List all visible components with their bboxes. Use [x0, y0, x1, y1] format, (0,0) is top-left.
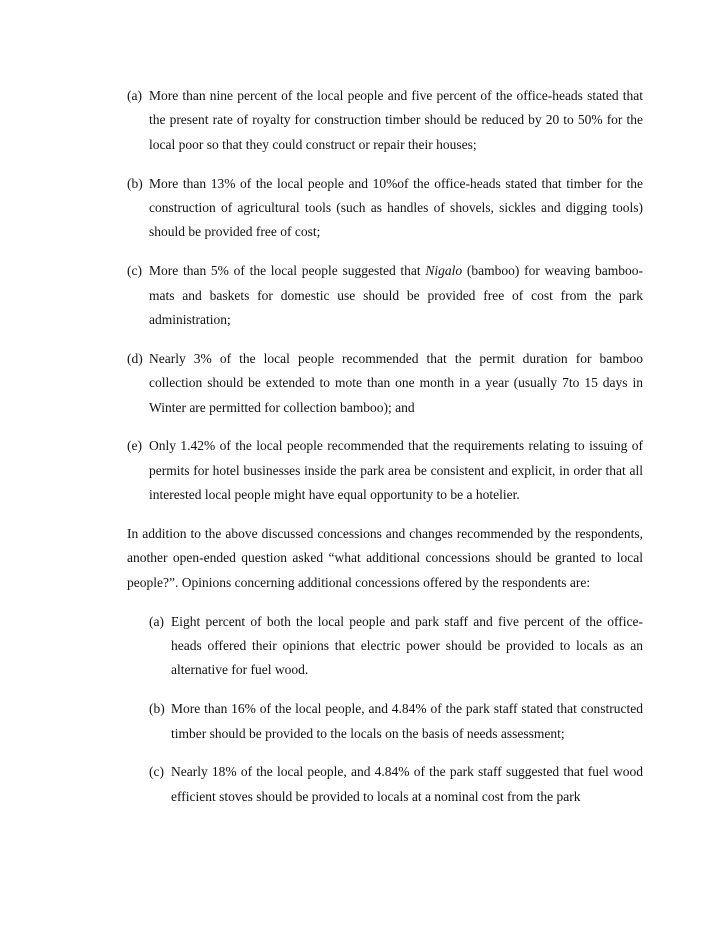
- additional-concessions-list: [127, 610, 643, 810]
- list-item-text: More than 16% of the local people, and 4.84% of the park staff stated that constructed timber should be provided to the locals on the basis of needs assessment;: [171, 701, 643, 741]
- sublist-item-b: [149, 697, 643, 746]
- list-item-text: Nearly 3% of the local people recommended that the permit duration for bamboo collection should be extended to mote than one month in a year (usually 7to 15 days in Winter are permitted for collection bamboo); and: [149, 350, 643, 415]
- sublist-item-a: [149, 610, 643, 683]
- list-item-c: [127, 259, 643, 332]
- list-item-text: More than 13% of the local people and 10%of the office-heads stated that timber for the construction of agricultural tools (such as handles of shovels, sickles and digging tools) should be provided free of cost;: [149, 175, 643, 240]
- list-marker: (e): [127, 438, 142, 454]
- list-item-text: Only 1.42% of the local people recommended that the requirements relating to issuing of permits for hotel businesses inside the park area be consistent and explicit, in order that all interested local people might have equal opportunity to be a hotelier.: [149, 438, 643, 503]
- list-marker: (c): [149, 764, 164, 780]
- list-item-text-after: (bamboo) for weaving bamboo-mats and baskets for domestic use should be provided free of cost from the park administration;: [149, 263, 643, 328]
- list-item-text: More than nine percent of the local people and five percent of the office-heads stated that the present rate of royalty for construction timber should be reduced by 20 to 50% for the local poor so that they could construct or repair their houses;: [149, 88, 643, 152]
- list-item-italic-term: Nigalo: [425, 263, 463, 279]
- document-page: [127, 84, 643, 824]
- list-item-text: Nearly 18% of the local people, and 4.84% of the park staff suggested that fuel wood efficient stoves should be provided to locals at a nominal cost from the park: [171, 764, 643, 804]
- list-marker: (b): [149, 701, 165, 717]
- list-item-a: [127, 84, 643, 157]
- list-item-b: [127, 172, 643, 245]
- list-item-text-before: More than 5% of the local people suggested that: [149, 263, 426, 279]
- list-item-text: Eight percent of both the local people and park staff and five percent of the office-heads offered their opinions that electric power should be provided to locals as an alternative for fuel wood.: [171, 613, 643, 678]
- list-marker: (a): [127, 88, 142, 103]
- list-marker: (d): [127, 350, 143, 366]
- recommendations-list: [127, 84, 643, 508]
- list-marker: (c): [127, 263, 142, 279]
- list-marker: (b): [127, 175, 143, 191]
- sublist-item-c: [149, 760, 643, 809]
- list-item-d: [127, 347, 643, 420]
- list-item-e: [127, 434, 643, 507]
- list-marker: (a): [149, 613, 164, 629]
- body-paragraph: In addition to the above discussed concessions and changes recommended by the respondents, another open-ended question asked “what additional concessions should be granted to local people?”. Opinions concerning additional concessions offered by the respondents are:: [127, 526, 643, 590]
